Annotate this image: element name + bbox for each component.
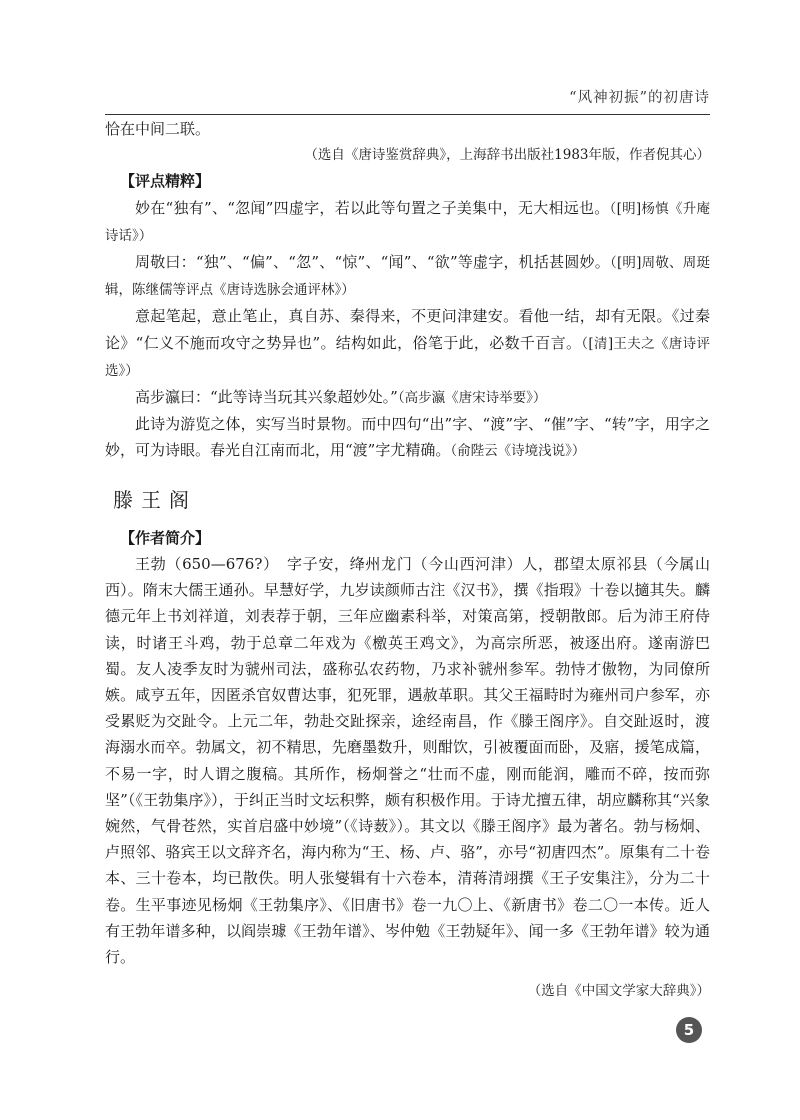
commentary-heading: 【评点精粹】	[120, 172, 211, 191]
page-header	[105, 78, 710, 115]
commentary-citation: （[清]王夫之《唐诗评选》）	[105, 335, 710, 379]
commentary-citation: （高步瀛《唐宋诗举要》）	[397, 390, 547, 407]
commentary-paragraph-1	[105, 195, 710, 249]
commentary-paragraph-5	[105, 411, 710, 464]
commentary-text: 周敬曰：“独”、“偏”、“忽”、“惊”、“闻”、“欲”等虚字，机括甚圆妙。	[135, 253, 610, 272]
author-intro-source: （选自《中国文学家大辞典》）	[527, 983, 710, 1000]
source-citation: （选自《唐诗鉴赏辞典》，上海辞书出版社1983年版，作者倪其心）	[304, 147, 710, 164]
commentary-text: 意起笔起，意止笔止，真自苏、秦得来，不更问津建安。看他一结，却有无限。《过秦论》“仁义不施而攻守之势异也”。结构如此，俗笔于此，必数千百言。	[105, 307, 710, 352]
commentary-citation: （俞陛云《诗境浅说》）	[450, 443, 586, 460]
commentary-citation: （[明]周敬、周珽辑，陈继儒等评点《唐诗选脉会通评林》）	[105, 255, 710, 299]
commentary-paragraph-4	[105, 384, 710, 411]
page-number: 5	[676, 1017, 702, 1043]
commentary-text: 此诗为游览之体，实写当时景物。而中四句“出”字、“渡”字、“催”字、“转”字，用字之妙，可为诗眼。春光自江南而北，用“渡”字尤精确。	[105, 415, 710, 460]
author-intro-paragraph: 王勃（650—676?） 字子安，绛州龙门（今山西河津）人，郡望太原祁县（今属山西）。隋末大儒王通孙。早慧好学，九岁读颜师古注《汉书》，撰《指瑕》十卷以擿其失。麟德元年上书刘祥道，刘表荐于朝，三年应幽素科举，对策高第，授朝散郎。后为沛王府侍读，时诸王斗鸡，勃于总章二年戏为《檄英王鸡文》，为高宗所恶，被逐出府。遂南游巴蜀。友人凌季友时为虢州司法，盛称弘农药物，乃求补虢州参军。勃恃才傲物，为同僚所嫉。咸亨五年，因匿杀官奴曹达事，犯死罪，遇赦革职。其父王福畤时为雍州司户参军，亦受累贬为交趾令。上元二年，勃赴交趾探亲，途经南昌，作《滕王阁序》。自交趾返时，渡海溺水而卒。勃属文，初不精思，先磨墨数升，则酣饮，引被覆面而卧，及寤，援笔成篇，不易一字，时人谓之腹稿。其所作，杨炯誉之“壮而不虚，刚而能润，雕而不碎，按而弥坚”（《王勃集序》），于纠正当时文坛积弊，颇有积极作用。于诗尤擅五律，胡应麟称其“兴象婉然，气骨苍然，实首启盛中妙境”（《诗薮》）。其文以《滕王阁序》最为著名。勃与杨炯、卢照邻、骆宾王以文辞齐名，海内称为“王、杨、卢、骆”，亦号“初唐四杰”。原集有二十卷本、三十卷本，均已散佚。明人张燮辑有十六卷本，清蒋清翊撰《王子安集注》，分为二十卷。生平事迹见杨炯《王勃集序》、《旧唐书》卷一九〇上、《新唐书》卷二〇一本传。近人有王勃年谱多种，以阎崇璩《王勃年谱》、岑仲勉《王勃疑年》、闻一多《王勃年谱》较为通行。	[105, 555, 710, 967]
commentary-citation: （[明]杨慎《升庵诗话》）	[105, 200, 710, 244]
poem-title: 滕王阁	[113, 487, 197, 512]
author-intro-heading: 【作者简介】	[120, 528, 211, 547]
commentary-text: 妙在“独有”、“忽闻”四虚字，若以此等句置之子美集中，无大相远也。	[135, 198, 610, 217]
running-header-title: “风神初振”的初唐诗	[569, 90, 710, 106]
commentary-paragraph-2	[105, 249, 710, 303]
commentary-text: 高步瀛曰：“此等诗当玩其兴象超妙处。”	[135, 388, 398, 407]
commentary-paragraph-3	[105, 303, 710, 384]
page-content	[105, 116, 710, 1005]
continuation-text: 恰在中间二联。	[105, 120, 211, 138]
